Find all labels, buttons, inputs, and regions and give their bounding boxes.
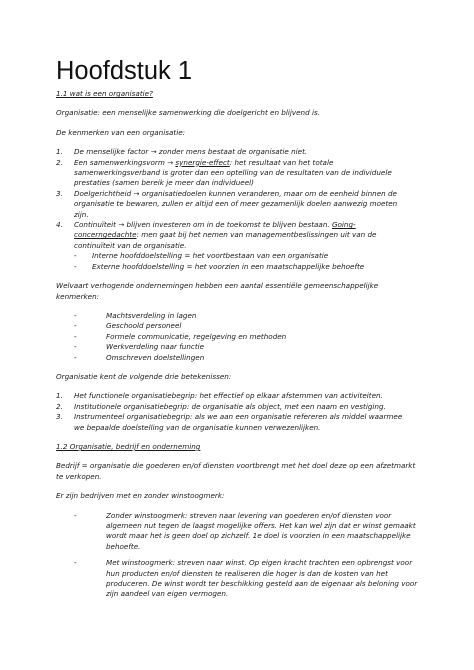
item-line: samenwerkingsverband is groter dan een optelling van de resultaten van de individuele: [74, 168, 392, 178]
item-text: Werkverdeling naar functie: [106, 342, 205, 352]
dash-marker: -: [74, 510, 77, 520]
welvaart-intro: [56, 281, 438, 302]
item-line: organisatie te bewaren, zullen er altijd een of meer gezamenlijk doelen aanwezig moeten: [74, 199, 398, 209]
item-number: 1.: [56, 391, 63, 401]
item-line: wordt maar het is geen doel op zichzelf. 1e doel is voorzien in een maatschappelijke: [106, 531, 411, 541]
sub-item-text: Externe hoofddoelstelling = het voorzien in een maatschappelijke behoefte: [92, 261, 365, 271]
item-line: behoefte.: [106, 541, 141, 551]
sub-item: [74, 251, 376, 261]
item-number: 2.: [56, 157, 63, 167]
item-text: Geschoold personeel: [106, 321, 182, 331]
item-line: prestaties (samen bereik je meer dan individueel): [74, 178, 254, 188]
item-line: Institutionele organisatiebegrip: de organisatie als object, met een naam en vestiging.: [74, 401, 386, 411]
kenmerken-list: [56, 147, 438, 272]
bedrijf-definition: [56, 461, 438, 482]
list-item: [74, 332, 438, 342]
item-line: hun producten en/of diensten te realiseren die hoger is dan de kosten van het: [106, 568, 388, 578]
text-line: te verkopen.: [56, 471, 102, 481]
dash-marker: -: [74, 321, 77, 331]
text-line: Welvaart verhogende ondernemingen hebben een aantal essentiële gemeenschappelijke: [56, 281, 379, 291]
text-line: Bedrijf = organisatie die goederen en/of diensten voortbrengt met het doel deze op een afzetmarkt: [56, 461, 416, 471]
item-line: Doelgerichtheid → organisatiedoelen kunnen veranderen, maar om de eenheid binnen de: [74, 188, 397, 198]
sub-item: [74, 262, 376, 272]
item-text: Machtsverdeling in lagen: [106, 310, 197, 320]
item-line: Zonder winstoogmerk: streven naar levering van goederen en/of diensten voor: [106, 510, 392, 520]
item-line: Het functionele organisatiebegrip: het effectief op elkaar afstemmen van activiteiten.: [74, 391, 383, 401]
list-item: [56, 220, 438, 272]
list-item: [74, 511, 438, 553]
list-item: [74, 558, 438, 600]
dash-marker: -: [74, 251, 77, 261]
item-line: algemeen nut tegen de laagst mogelijke offers. Het kan wel zijn dat er winst gemaakt: [106, 521, 416, 530]
organisatie-definition: Organisatie: een menselijke samenwerking die doelgericht en blijvend is.: [56, 108, 320, 118]
item-text: Formele communicatie, regelgeving en methoden: [106, 331, 287, 341]
item-line: Continuïteit → blijven investeren om in de toekomst te blijven bestaan. Going-: [74, 220, 356, 230]
text-line: kenmerken:: [56, 291, 100, 301]
item-line: we bepaalde doelstelling van de organisatie kunnen verwezenlijken.: [74, 422, 321, 432]
section-1-2-heading: 1.2 Organisatie, bedrijf en onderneming: [56, 441, 201, 451]
dash-marker: -: [74, 261, 77, 271]
winst-list: [56, 511, 438, 600]
section-1-1-heading: 1.1 wat is een organisatie?: [56, 89, 153, 98]
item-line: zijn.: [74, 209, 89, 219]
item-line: De menselijke factor → zonder mens bestaat de organisatie niet.: [74, 147, 308, 157]
chapter-title: Hoofdstuk 1: [56, 57, 193, 85]
item-line: Met winstoogmerk: streven naar winst. Op eigen kracht trachten een opbrengst voor: [106, 558, 413, 568]
winst-intro: Er zijn bedrijven met en zonder winstoogmerk:: [56, 491, 225, 501]
item-number: 3.: [56, 188, 63, 198]
dash-marker: -: [74, 558, 77, 568]
kenmerken-intro: De kenmerken van een organisatie:: [56, 127, 186, 137]
betekenissen-intro: Organisatie kent de volgende drie betekenissen:: [56, 371, 232, 381]
item-line: produceren. De winst wordt ter beschikking gesteld aan de eigenaar als beloning voor: [106, 579, 418, 589]
list-item: [56, 147, 438, 157]
item-line: zijn aandeel van eigen vermogen.: [106, 589, 229, 599]
item-number: 1.: [56, 147, 63, 157]
item-text: Omschreven doelstellingen: [106, 352, 205, 362]
list-item: [56, 402, 438, 412]
dash-marker: -: [74, 331, 77, 341]
dash-marker: -: [74, 342, 77, 352]
sub-item-text: Interne hoofddoelstelling = het voortbestaan van een organisatie: [92, 251, 329, 261]
item-number: 3.: [56, 412, 63, 422]
dash-marker: -: [74, 310, 77, 320]
list-item: [74, 311, 438, 321]
list-item: [74, 321, 438, 331]
list-item: [56, 391, 438, 401]
list-item: [56, 158, 438, 189]
item-line: concerngedachte: men gaat bij het nemen van managementbeslissingen uit van de: [74, 230, 377, 240]
item-number: 2.: [56, 401, 63, 411]
betekenissen-list: [56, 391, 438, 433]
dash-marker: -: [74, 352, 77, 362]
list-item: [56, 412, 438, 433]
item-line: Een samenwerkingsvorm → synergie-effect: het resultaat van het totale: [74, 157, 334, 167]
welvaart-list: [56, 311, 438, 363]
item-line: Instrumenteel organisatiebegrip: als we aan een organisatie refereren als middel waarmee: [74, 412, 403, 422]
item-line: continuïteit van de organisatie.: [74, 240, 187, 250]
list-item: [56, 189, 438, 220]
list-item: [74, 353, 438, 363]
item-number: 4.: [56, 220, 63, 230]
list-item: [74, 342, 438, 352]
